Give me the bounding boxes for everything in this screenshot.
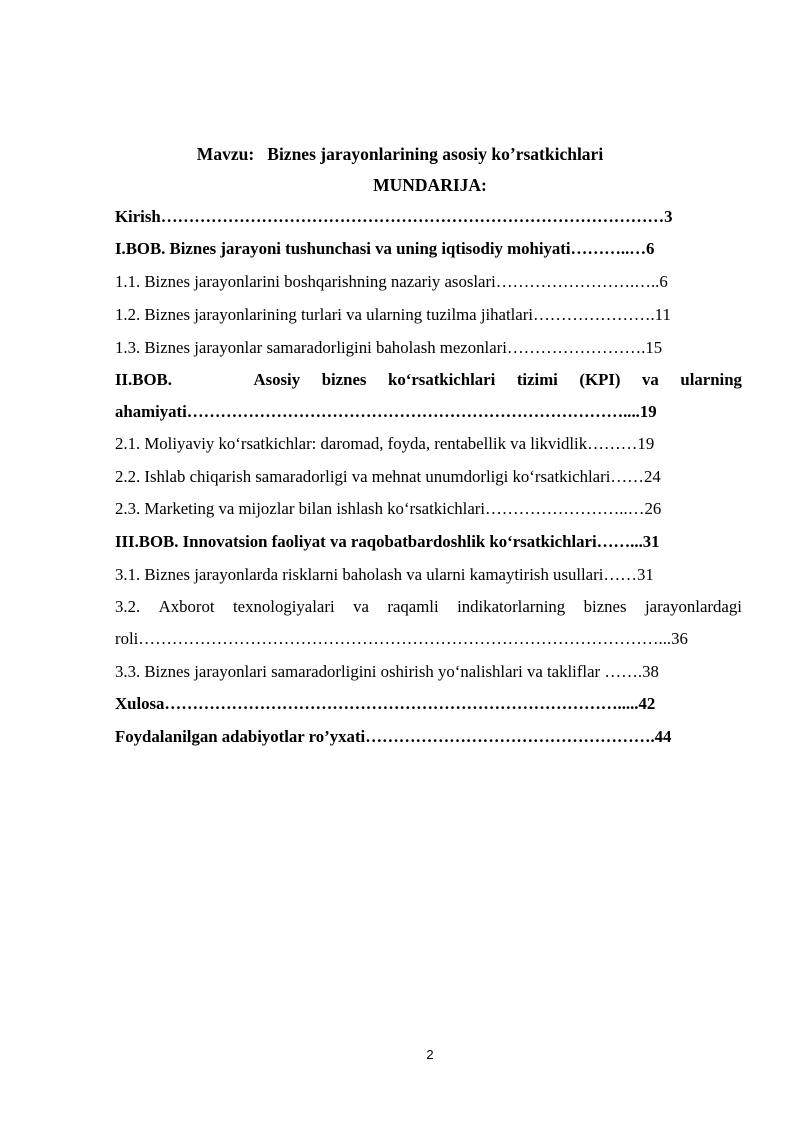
toc-word: ularning	[680, 370, 742, 389]
toc-word: tizimi	[516, 370, 558, 389]
toc-entry-2-3[interactable]: 2.3. Marketing va mijozlar bilan ishlash ko‘rsatkichlari……………………..…26	[115, 499, 662, 518]
toc-entry-3-3[interactable]: 3.3. Biznes jarayonlari samaradorligini oshirish yo‘nalishlari va takliflar …….38	[115, 662, 659, 681]
toc-entry-3-1[interactable]: 3.1. Biznes jarayonlarda risklarni baholash va ularni kamaytirish usullari……31	[115, 565, 654, 584]
toc-entry-3-2-continued[interactable]: roli…………………………………………………………………………………...36	[115, 629, 688, 648]
toc-heading: MUNDARIJA:	[373, 175, 487, 195]
toc-entry-chapter-2-continued[interactable]: ahamiyati……………………………………………………………………....19	[115, 402, 657, 421]
toc-word: indikatorlarning	[457, 597, 566, 616]
toc-entry-3-2[interactable]	[115, 596, 742, 618]
toc-word: biznes	[321, 370, 367, 389]
toc-word: jarayonlardagi	[644, 597, 742, 616]
toc-entry-chapter-1[interactable]: I.BOB. Biznes jarayoni tushunchasi va uning iqtisodiy mohiyati………..…6	[115, 239, 655, 258]
toc-word: 3.2.	[115, 597, 141, 616]
toc-word: Asosiy	[253, 370, 301, 389]
toc-entry-xulosa[interactable]: Xulosa……………………………………………………………………….....42	[115, 694, 656, 713]
toc-entry-2-1[interactable]: 2.1. Moliyaviy ko‘rsatkichlar: daromad, foyda, rentabellik va likvidlik………19	[115, 434, 655, 453]
toc-entry-1-1[interactable]: 1.1. Biznes jarayonlarini boshqarishning nazariy asoslari…………………….…..6	[115, 272, 668, 291]
toc-word: II.BOB.	[115, 370, 172, 389]
toc-word: raqamli	[387, 597, 439, 616]
toc-entry-1-2[interactable]: 1.2. Biznes jarayonlarining turlari va ularning tuzilma jihatlari………………….11	[115, 305, 671, 324]
toc-entry-bibliography[interactable]: Foydalanilgan adabiyotlar ro’yxati…………………………………………….44	[115, 727, 672, 746]
toc-word: Axborot	[158, 597, 215, 616]
toc-word: (KPI)	[579, 370, 621, 389]
toc-word: va	[642, 370, 659, 389]
toc-entry-kirish[interactable]: Kirish………………………………………………………………………………3	[115, 207, 673, 226]
toc-entry-chapter-3[interactable]: III.BOB. Innovatsion faoliyat va raqobatbardoshlik ko‘rsatkichlari……...31	[115, 532, 660, 551]
toc-word: va	[353, 597, 369, 616]
document-topic: Mavzu: Biznes jarayonlarining asosiy ko’rsatkichlari	[196, 144, 604, 164]
toc-entry-chapter-2[interactable]	[115, 369, 742, 391]
toc-word: ko‘rsatkichlari	[388, 370, 496, 389]
toc-entry-1-3[interactable]: 1.3. Biznes jarayonlar samaradorligini baholash mezonlari…………………….15	[115, 338, 663, 357]
toc-word: texnologiyalari	[233, 597, 335, 616]
toc-word: biznes	[583, 597, 627, 616]
toc-entry-2-2[interactable]: 2.2. Ishlab chiqarish samaradorligi va mehnat unumdorligi ko‘rsatkichlari……24	[115, 467, 661, 486]
page-number: 2	[426, 1047, 434, 1062]
